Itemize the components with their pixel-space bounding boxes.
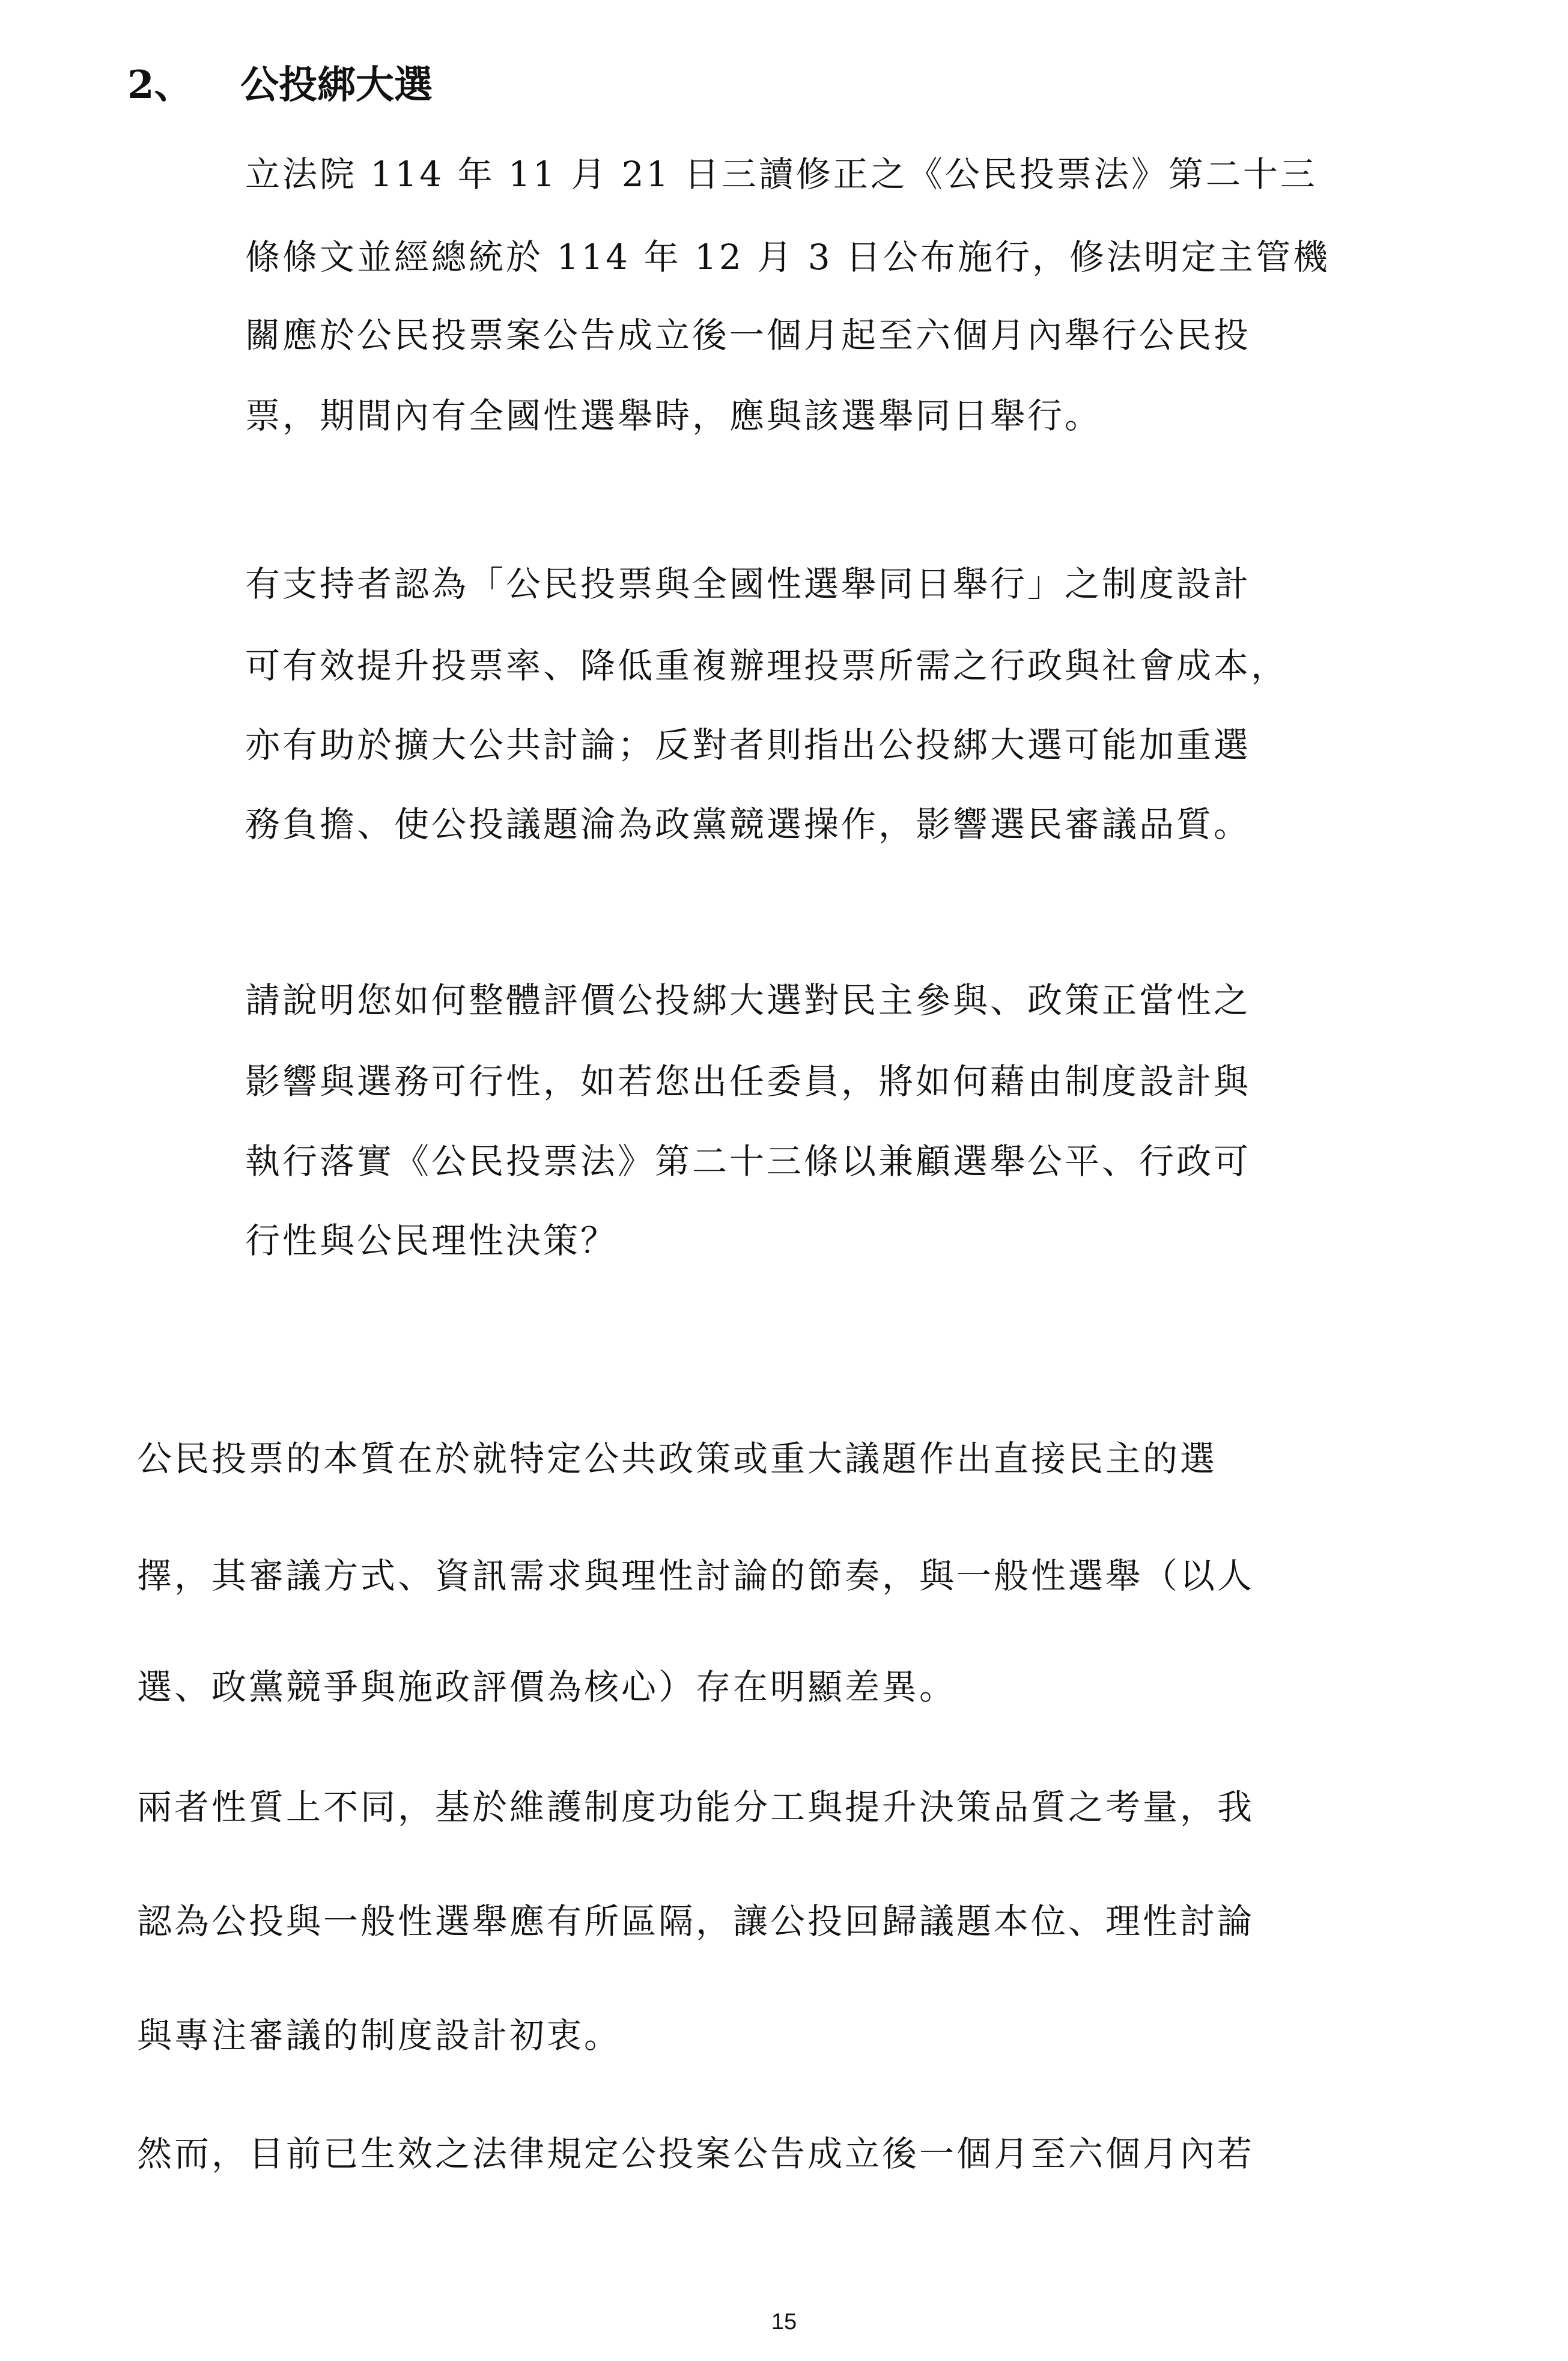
question-line: 亦有助於擴大公共討論；反對者則指出公投綁大選可能加重選	[245, 725, 1251, 765]
question-line: 票，期間內有全國性選舉時，應與該選舉同日舉行。	[245, 395, 1102, 436]
answer-line: 與專注審議的制度設計初衷。	[137, 2015, 622, 2056]
question-line: 行性與公民理性決策？	[245, 1220, 618, 1261]
answer-line: 擇，其審議方式、資訊需求與理性討論的節奏，與一般性選舉（以人	[137, 1555, 1255, 1596]
page-number: 15	[771, 2309, 797, 2335]
question-line: 可有效提升投票率、降低重複辦理投票所需之行政與社會成本，	[245, 645, 1289, 686]
question-line: 有支持者認為「公民投票與全國性選舉同日舉行」之制度設計	[245, 564, 1251, 604]
answer-line: 兩者性質上不同，基於維護制度功能分工與提升決策品質之考量，我	[137, 1787, 1255, 1828]
section-title: 公投綁大選	[240, 62, 433, 108]
question-line: 執行落實《公民投票法》第二十三條以兼顧選舉公平、行政可	[245, 1141, 1251, 1182]
answer-line: 選、政黨競爭與施政評價為核心）存在明顯差異。	[137, 1667, 957, 1707]
question-line: 請說明您如何整體評價公投綁大選對民主參與、政策正當性之	[245, 980, 1251, 1021]
question-line: 務負擔、使公投議題淪為政黨競選操作，影響選民審議品質。	[245, 804, 1251, 845]
question-line: 立法院 114 年 11 月 21 日三讀修正之《公民投票法》第二十三	[245, 154, 1317, 195]
question-line: 關應於公民投票案公告成立後一個月起至六個月內舉行公民投	[245, 315, 1251, 356]
question-line: 影響與選務可行性，如若您出任委員，將如何藉由制度設計與	[245, 1061, 1251, 1102]
section-number: 2、	[127, 62, 193, 108]
answer-line: 公民投票的本質在於就特定公共政策或重大議題作出直接民主的選	[137, 1438, 1218, 1479]
section-heading	[127, 55, 433, 115]
question-line: 條條文並經總統於 114 年 12 月 3 日公布施行，修法明定主管機	[245, 237, 1331, 278]
answer-line: 認為公投與一般性選舉應有所區隔，讓公投回歸議題本位、理性討論	[137, 1901, 1255, 1942]
answer-line: 然而，目前已生效之法律規定公投案公告成立後一個月至六個月內若	[137, 2133, 1255, 2174]
